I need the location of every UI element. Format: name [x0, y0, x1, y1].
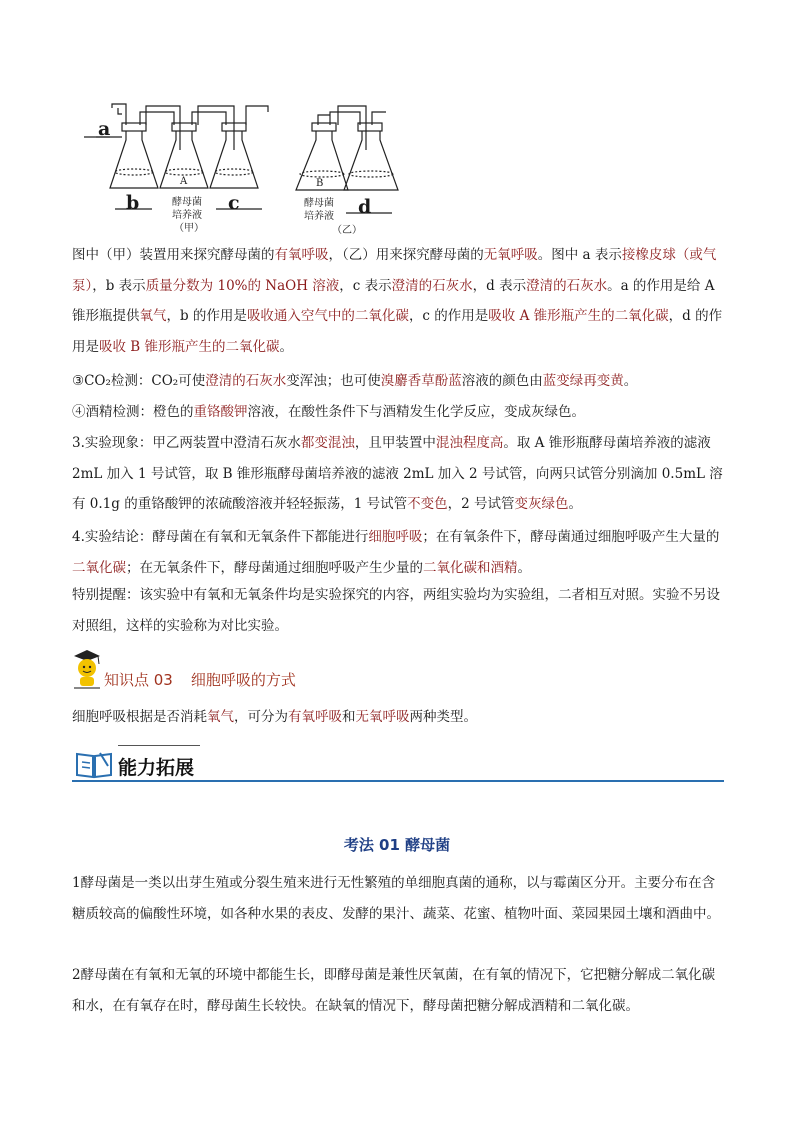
header-top-rule: [118, 745, 200, 746]
yeast-definition: 1酵母菌是一类以出芽生殖或分裂生殖来进行无性繁殖的单细胞真菌的通称，以与霉菌区分开。主要分布在含糖质较高的偏酸性环境，如各种水果的表皮、发酵的果汁、蔬菜、花蜜、植物叶面、菜园果园土壤和酒曲中。: [72, 875, 720, 922]
knowledge-point-number: 知识点 03: [104, 671, 173, 689]
alcohol-detection: ④酒精检测：橙色的重铬酸钾溶液，在酸性条件下与酒精发生化学反应，变成灰绿色。: [72, 404, 585, 420]
apparatus-figure: [0, 0, 794, 240]
caption-jia: （甲）: [174, 223, 204, 234]
yeast-respiration: 2酵母菌在有氧和无氧的环境中都能生长，即酵母菌是兼性厌氧菌，在有氧的情况下，它把糖分解成二氧化碳和水，在有氧存在时，酵母菌生长较快。在缺氧的情况下，酵母菌把糖分解成酒精和二氧化碳。: [72, 967, 716, 1014]
medium-label-1: 培养液: [172, 210, 202, 221]
respiration-types: 细胞呼吸根据是否消耗氧气，可分为有氧呼吸和无氧呼吸两种类型。: [72, 709, 477, 725]
experiment-phenomenon: 3.实验现象：甲乙两装置中澄清石灰水都变混浊，且甲装置中混浊程度高。取 A 锥形瓶酵母菌培养液的滤液 2mL 加入 1 号试管，取 B 锥形瓶酵母菌培养液的滤液 2mL 加入 2 号试管，向两只试管分别滴加 0.5mL 溶有 0.1g 的重铬酸钾的浓硫酸溶液并轻轻振荡，1 号试管不变色，2 号试管变灰绿色。: [72, 435, 723, 512]
ability-section-title: 能力拓展: [118, 757, 195, 779]
experiment-conclusion: 4.实验结论：酵母菌在有氧和无氧条件下都能进行细胞呼吸；在有氧条件下，酵母菌通过细胞呼吸产生大量的二氧化碳；在无氧条件下，酵母菌通过细胞呼吸产生少量的二氧化碳和酒精。: [72, 529, 720, 576]
header-divider: [72, 780, 724, 782]
label-b: b: [126, 192, 140, 214]
label-a: a: [98, 118, 111, 140]
method-title: 考法 01 酵母菌: [343, 836, 451, 854]
book-icon: [74, 748, 114, 780]
apparatus-description: 图中（甲）装置用来探究酵母菌的有氧呼吸，（乙）用来探究酵母菌的无氧呼吸。图中 a 表示接橡皮球（或气泵），b 表示质量分数为 10%的 NaOH 溶液，c 表示澄清的石灰水，d 表示澄清的石灰水。a 的作用是给 A 锥形瓶提供氧气，b 的作用是吸收通入空气中的二氧化碳，c 的作用是吸收 A 锥形瓶产生的二氧化碳，d 的作用是吸收 B 锥形瓶产生的二氧化碳。: [72, 247, 723, 355]
knowledge-point-heading: [104, 669, 296, 690]
yeast-label-1: 酵母菌: [172, 197, 202, 208]
flask-b-label: B: [316, 178, 324, 189]
label-d: d: [358, 196, 372, 218]
co2-detection: ③CO₂检测：CO₂可使澄清的石灰水变浑浊；也可使溴麝香草酚蓝溶液的颜色由蓝变绿再变黄。: [72, 373, 638, 389]
yeast-label-2: 酵母菌: [304, 198, 334, 209]
medium-label-2: 培养液: [304, 211, 334, 222]
caption-yi: （乙）: [332, 225, 362, 236]
knowledge-point-title: 细胞呼吸的方式: [190, 671, 296, 689]
special-reminder: 特别提醒：该实验中有氧和无氧条件均是实验探究的内容，两组实验均为实验组，二者相互对照。实验不另设对照组，这样的实验称为对比实验。: [72, 587, 720, 634]
label-c: c: [228, 192, 240, 214]
mascot-icon: [70, 648, 104, 690]
flask-a-label: A: [180, 176, 188, 187]
